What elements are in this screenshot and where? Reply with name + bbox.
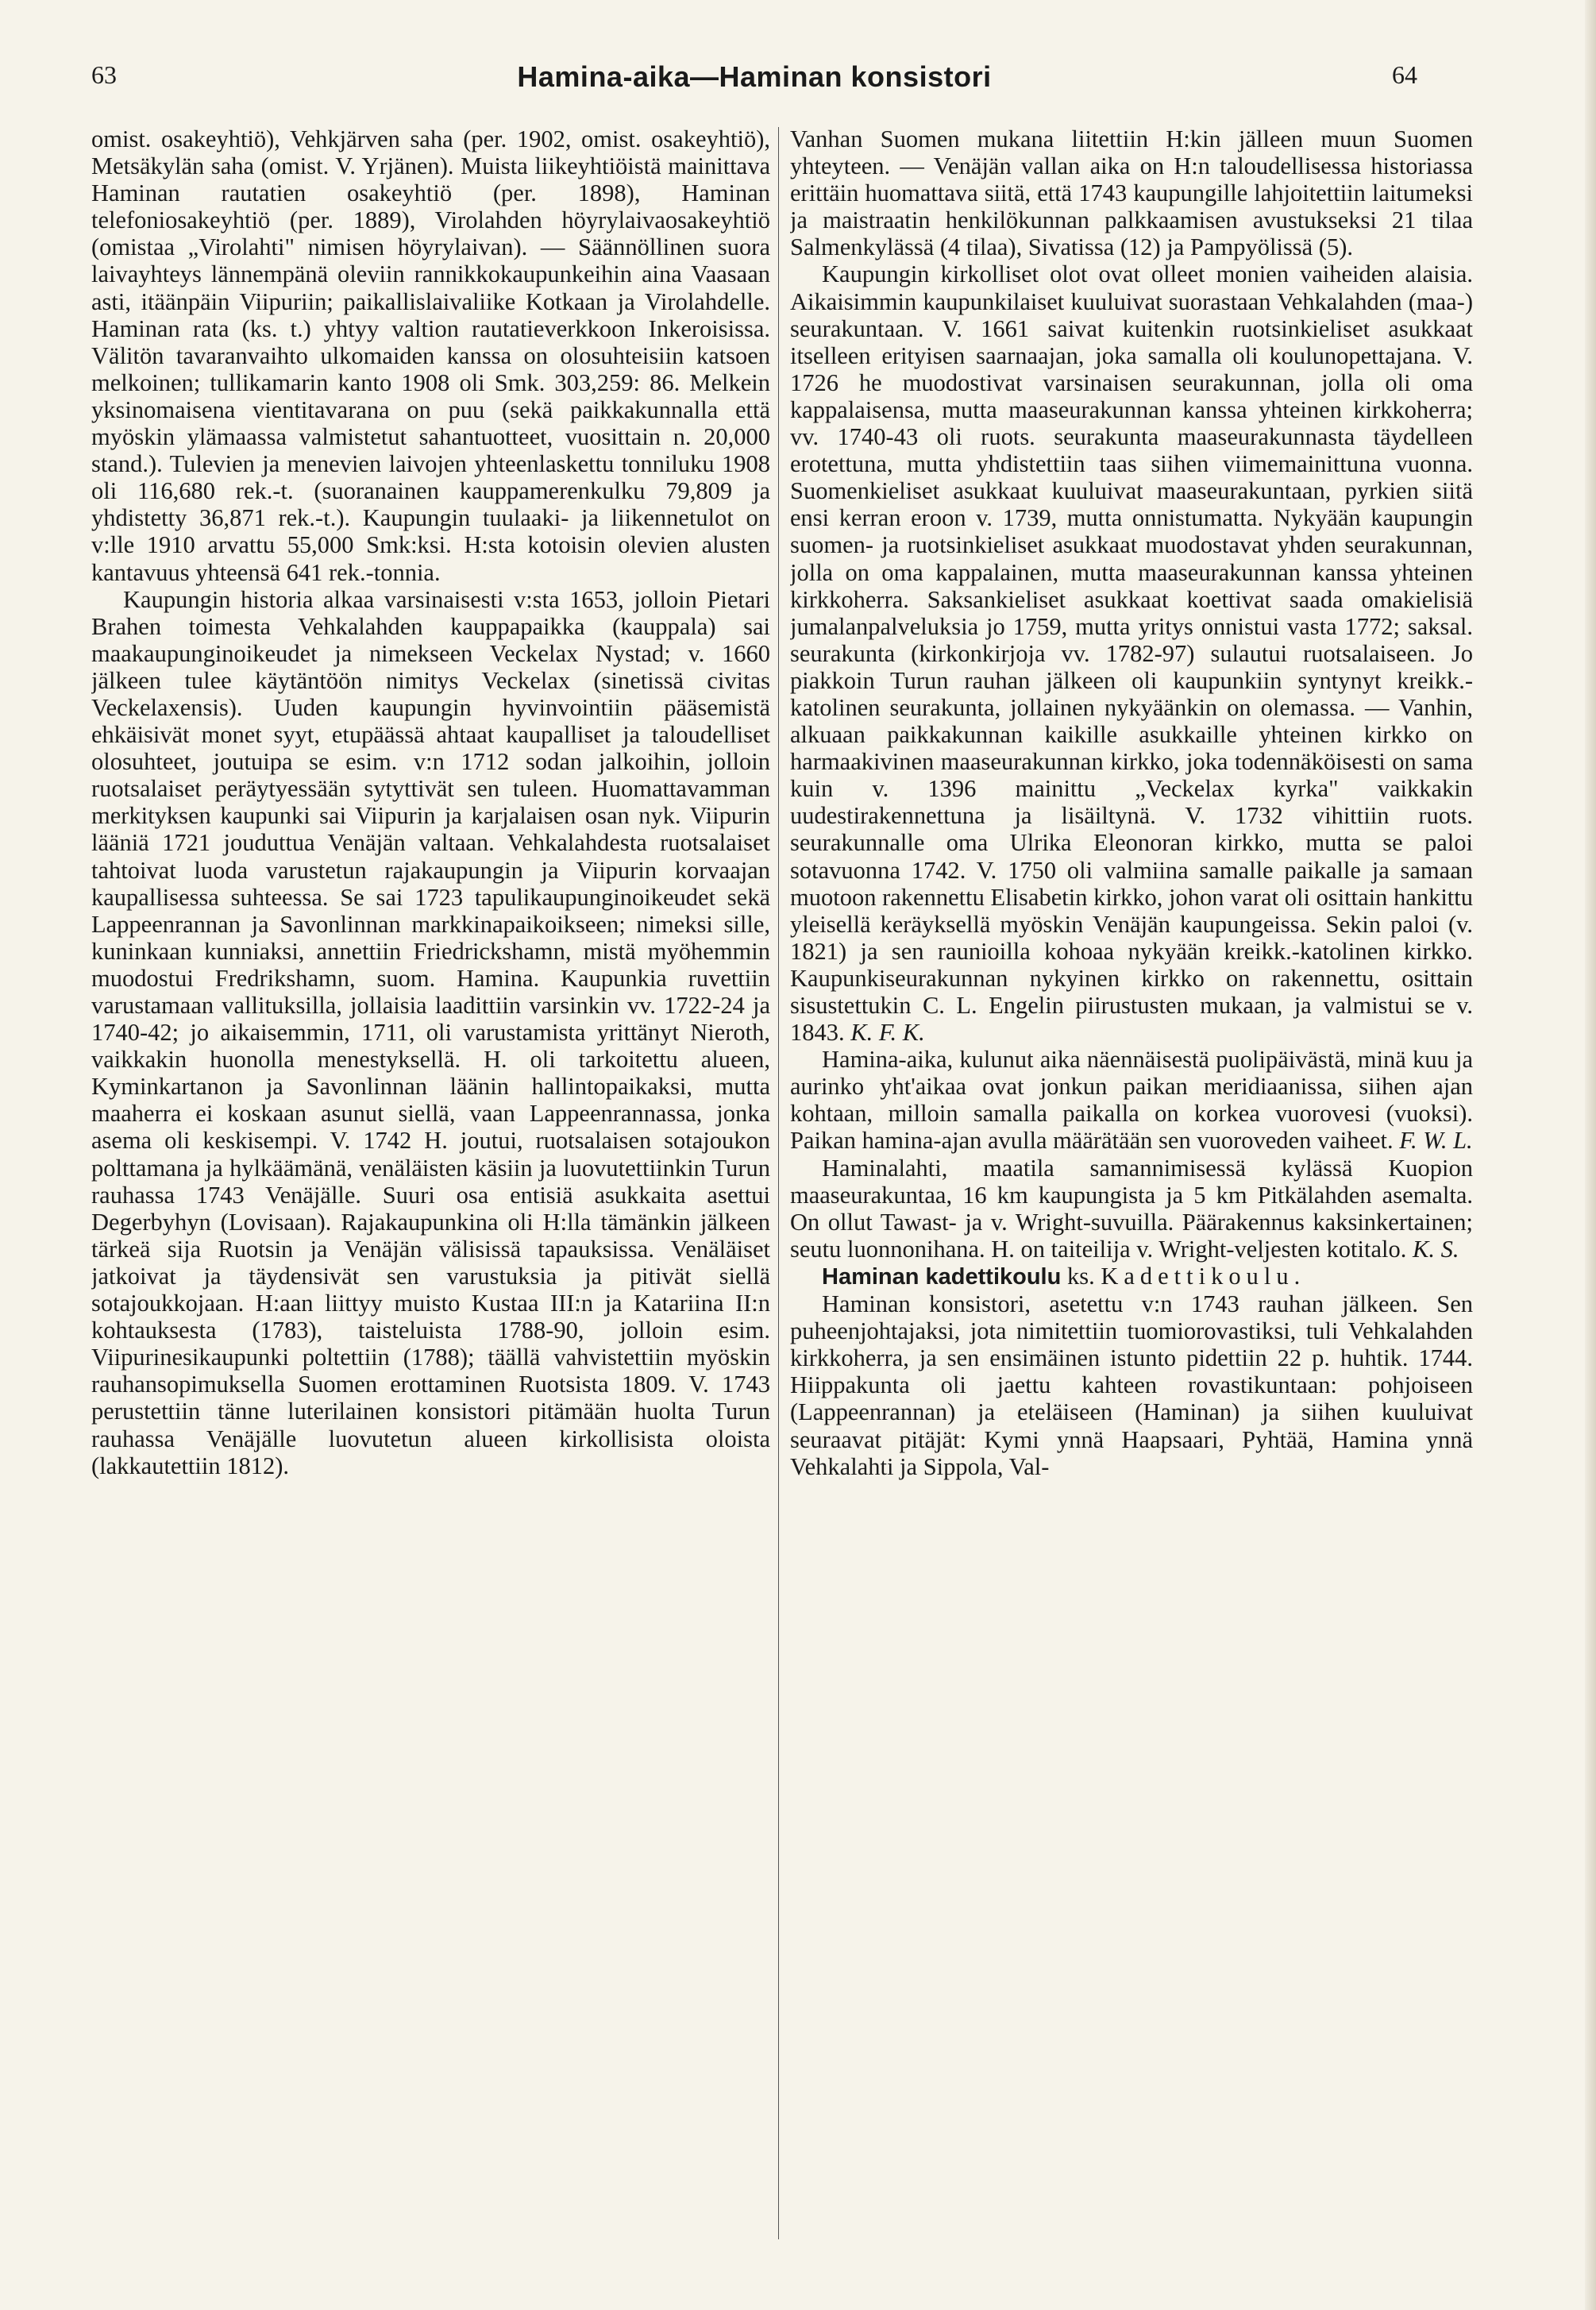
paragraph-history-continued: Vanhan Suomen mukana liitettiin H:kin jälleen muun Suomen yhteyteen. — Venäjän vallan aika on H:n taloudellisessa historiassa erittäin huomattava siitä, että 1743 kaupungille lahjoitettiin laitumeksi ja maistraatin henkilökunnan palkkaamisen avustukseksi 21 tilaa Salmenkylässä (4 tilaa), Sivatissa (12) ja Pampyölissä (5). (790, 125, 1473, 261)
signature-haminalahti: K. S. (1413, 1235, 1459, 1263)
entry-hamina-aika-text: Hamina-aika, kulunut aika näennäisestä puolipäivästä, minä kuu ja aurinko yht'aikaa ovat jonkun paikan meridiaanissa, siihen ajan kohtaan, milloin samalla paikalla on korkea vuorovesi (vuoksi). Paikan hamina-ajan avulla määrätään sen vuoroveden vaiheet. (790, 1046, 1473, 1155)
signature-church: K. F. K. (850, 1019, 925, 1047)
entry-haminalahti (790, 1155, 1473, 1263)
running-title: Hamina-aika—Haminan konsistori (517, 60, 992, 93)
cross-reference-link[interactable]: Kadettikoulu. (1101, 1262, 1306, 1290)
column-divider (778, 127, 779, 2239)
church-text: Kaupungin kirkolliset olot ovat olleet monien vaiheiden alaisia. Aikaisimmin kaupunkilaiset kuuluivat suorastaan Vehkalahden (maa-) seurakuntaan. V. 1661 saivat kuitenkin ruotsinkieliset asukkaat itselleen erityisen saarnaajan, joka samalla oli koulunopettajana. V. 1726 he muodostivat varsinaisen seurakunnan, jolla oli oma kappalaisensa, mutta maaseurakunnan kanssa yhteinen kirkkoherra; vv. 1740-43 oli ruots. seurakunta maaseurakunnasta täydelleen erotettuna, mutta yhdistettiin taas siihen viimemainittuna vuonna. Suomenkieliset asukkaat kuuluivat maaseurakuntaan, pyrkien siitä ensi kerran eroon v. 1739, mutta onnistumatta. Nykyään kaupungin suomen- ja ruotsinkieliset asukkaat muodostavat yhden seurakunnan, jolla on oma kappalainen, mutta maaseurakunnan kanssa yhteinen kirkkoherra. Saksankieliset asukkaat koettivat saada omakielisiä jumalanpalveluksia jo 1759, mutta yritys onnistui vasta 1772; saksal. seurakunta (kirkonkirjoja vv. 1782-97) sulautui ruotsalaiseen. Jo piakkoin Turun rauhan jälkeen oli kaupunkiin syntynyt kreikk.-katolinen seurakunta, jollainen nykyäänkin on olemassa. — Vanhin, alkuaan paikkakunnan kaikille asukkaille yhteinen kirkko on harmaakivinen maaseurakunnan kirkko, joka todennäköisesti on sama kuin v. 1396 mainittu „Veckelax kyrka" vaikkakin uudestirakennettuna ja lisäiltynä. V. 1732 vihittiin ruots. seurakunnalle oma Ulrika Eleonoran kirkko, mutta se paloi sotavuonna 1742. V. 1750 oli valmiina samalle paikalle ja samaan muotoon rakennettu Elisabetin kirkko, johon varat oli osittain hankittu yleisellä keräyksellä myöskin Venäjän kaupungeissa. Sekin paloi (v. 1821) ja sen raunioilla kohoaa nykyään kreikk.-katolinen kirkko. Kaupunkiseurakunnan nykyinen kirkko on rakennettu, osittain sisustettukin C. L. Engelin piirustusten mukaan, ja valmistui se v. 1843. (790, 260, 1473, 1047)
entry-kadettikoulu (790, 1263, 1473, 1290)
paragraph-church (790, 260, 1473, 1046)
left-column (91, 125, 770, 2246)
right-column (790, 125, 1473, 2246)
page-edge-shadow (1585, 0, 1596, 2310)
paragraph-industry: omist. osakeyhtiö), Vehkjärven saha (per. 1902, omist. osakeyhtiö), Metsäkylän saha (omist. V. Yrjänen). Muista liikeyhtiöistä mainittava Haminan rautatien osakeyhtiö (per. 1898), Haminan telefoniosakeyhtiö (per. 1889), Virolahden höyrylaivaosakeyhtiö (omistaa „Virolahti" nimisen höyrylaivan). — Säännöllinen suora laivayhteys lännempänä oleviin rannikkokaupunkeihin aina Vaasaan asti, itäänpäin Viipuriin; paikallislaivaliike Kotkaan ja Virolahdelle. Haminan rata (ks. t.) yhtyy valtion rautatieverkkoon Inkeroisissa. Välitön tavaranvaihto ulkomaiden kanssa on olosuhteisiin katsoen melkoinen; tullikamarin kanto 1908 oli Smk. 303,259: 86. Melkein yksinomaisena vientitavarana on puu (sekä paikkakunnalla että myöskin ylämaassa valmistetut sahantuotteet, vuosittain n. 20,000 stand.). Tulevien ja menevien laivojen yhteenlaskettu tonniluku 1908 oli 116,680 rek.-t. (suoranainen kauppamerenkulku 79,809 ja yhdistetty 36,871 rek.-t.). Kaupungin tuulaaki- ja liikennetulot on v:lle 1910 arvattu 55,000 Smk:ksi. H:sta kotoisin olevien alusten kantavuus yhteensä 641 rek.-tonnia. (91, 125, 770, 586)
signature-tide: F. W. L. (1399, 1127, 1473, 1155)
entry-konsistori: Haminan konsistori, asetettu v:n 1743 rauhan jälkeen. Sen puheenjohtajaksi, jota nimitettiin tuomiorovastiksi, tuli Vehkalahden kirkkoherra, ja sen ensimäinen istunto pidettiin 22 p. huhtik. 1744. Hiippakunta oli jaettu kahteen rovastikuntaan: pohjoiseen (Lappeenrannan) ja eteläiseen (Haminan) ja siihen kuuluivat seuraavat pitäjät: Kymi ynnä Haapsaari, Pyhtää, Hamina ynnä Vehkalahti ja Sippola, Val- (790, 1290, 1473, 1480)
page-number-left: 63 (91, 60, 117, 89)
page-header (91, 60, 1417, 108)
entry-hamina-aika (790, 1046, 1473, 1154)
entry-haminalahti-text: Haminalahti, maatila samannimisessä kylässä Kuopion maaseurakuntaa, 16 km kaupungista ja 5 km Pitkälahden asemalta. On ollut Tawast- ja v. Wright-suvuilla. Päärakennus kaksinkertainen; seutu luonnonihana. H. on taiteilija v. Wright-veljesten kotitalo. (790, 1154, 1473, 1263)
cross-reference-label: ks. (1066, 1262, 1095, 1290)
headword-kadettikoulu: Haminan kadettikoulu (822, 1263, 1062, 1290)
page-number-right: 64 (1392, 60, 1417, 89)
paragraph-history: Kaupungin historia alkaa varsinaisesti v:sta 1653, jolloin Pietari Brahen toimesta Vehkalahden kauppapaikka (kauppala) sai maakaupunginoikeudet ja nimekseen Veckelax Nystad; v. 1660 jälkeen tulee käytäntöön nimitys Veckelax (sinetissä civitas Veckelaxensis). Uuden kaupungin hyvinvointiin pääsemistä ehkäisivät monet syyt, etupäässä ahtaat kaupalliset ja taloudelliset olosuhteet, joutuipa se esim. v:n 1712 sodan jalkoihin, jolloin ruotsalaiset peräytyessään sytyttivät sen tuleen. Huomattavamman merkityksen kaupunki sai Viipurin ja karjalaisen osan nyk. Viipurin lääniä 1721 jouduttua Venäjän valtaan. Vehkalahdesta ruotsalaiset tahtoivat luoda varustetun rajakaupungin ja Viipurin korvaajan kaupallisessa suhteessa. Se sai 1723 tapulikaupunginoikeudet sekä Lappeenrannan ja Savonlinnan markkinapaikoikseen; nimeksi sille, kuninkaan kunniaksi, annettiin Friedrickshamn, mistä myöhemmin muodostui Fredrikshamn, suom. Hamina. Kaupunkia ruvettiin varustamaan vallituksilla, jollaisia laadittiin varsinkin vv. 1722-24 ja 1740-42; jo aikaisemmin, 1711, oli varustamista yrittänyt Nieroth, vaikkakin huonolla menestyksellä. H. oli tarkoitettu alueen, Kyminkartanon ja Savonlinnan läänin hallintopaikaksi, mutta maaherra ei koskaan asunut siellä, vaan Lappeenrannassa, jonka asema oli keskisempi. V. 1742 H. joutui, ruotsalaisen sotajoukon polttamana ja hylkäämänä, venäläisten käsiin ja luovutettiinkin Turun rauhassa 1743 Venäjälle. Suuri osa entisiä asukkaita asettui Degerbyhyn (Lovisaan). Rajakaupunkina oli H:lla tämänkin jälkeen tärkeä sija Ruotsin ja Venäjän välisissä tapauksissa. Venäläiset jatkoivat ja täydensivät sen varustuksia ja pitivät siellä sotajoukkojaan. H:aan liittyy muisto Kustaa III:n ja Katariina II:n kohtauksesta (1783), taisteluista 1788-90, jolloin esim. Viipurinesikaupunki poltettiin (1788); täällä vahvistettiin myöskin rauhansopimuksella Suomen erottaminen Ruotsista 1809. V. 1743 perustettiin tänne luterilainen konsistori pitämään huolta Turun rauhassa Venäjälle luovutetun alueen kirkollisista oloista (lakkautettiin 1812). (91, 585, 770, 1479)
